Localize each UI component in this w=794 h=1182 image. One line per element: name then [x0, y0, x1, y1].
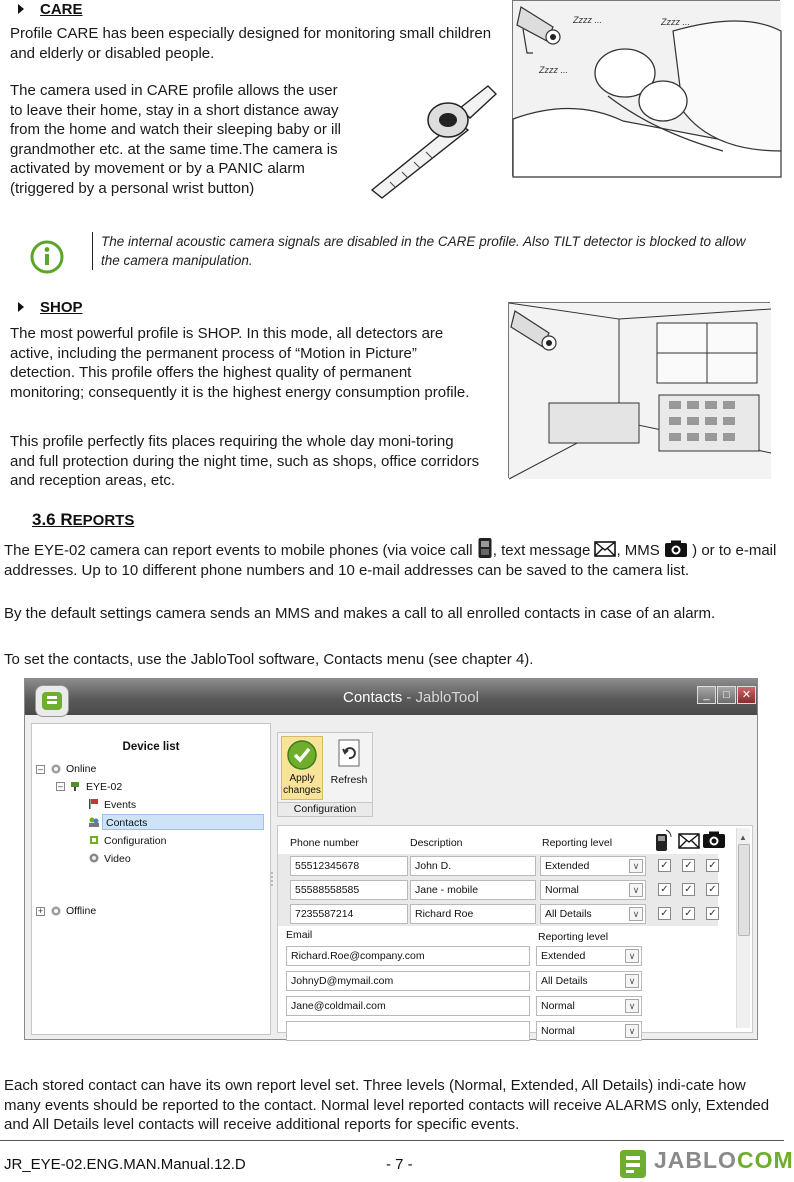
- reports-para-3: To set the contacts, use the JabloTool software, Contacts menu (see chapter 4).: [4, 651, 534, 668]
- phone-level-select-2[interactable]: [540, 880, 646, 900]
- care-sleeping-illustration: [512, 0, 780, 176]
- reports-para-1a: The EYE-02 camera can report events to mobile phones (via voice call: [4, 542, 473, 559]
- chevron-down-icon: ∨: [625, 949, 639, 963]
- zzz-text-2: Zzzz ...: [661, 17, 690, 27]
- phone-sms-checkbox-3[interactable]: ✓: [682, 907, 695, 920]
- refresh-button[interactable]: [328, 736, 370, 800]
- reports-para-1b: , text message: [492, 542, 591, 559]
- apply-changes-label: Apply changes: [283, 773, 321, 796]
- phone-level-3: All Details: [545, 908, 592, 920]
- chevron-down-icon: ∨: [625, 999, 639, 1013]
- window-title-main: Contacts: [343, 689, 403, 706]
- email-level-select-1[interactable]: [536, 946, 642, 966]
- tree-video[interactable]: Video: [104, 853, 131, 865]
- header-phone-icon: [654, 828, 674, 852]
- gear-icon: [50, 763, 62, 775]
- jablocom-logo: [614, 1147, 794, 1181]
- care-heading: CARE: [40, 1, 83, 18]
- tree-events[interactable]: Events: [104, 799, 137, 811]
- care-note: The internal acoustic camera signals are disabled in the CARE profile. Also TILT detector is blocked to allow the camera manipulation.: [92, 232, 752, 270]
- toolbar-group-label: Configuration: [278, 802, 372, 816]
- tree-device-eye02[interactable]: EYE-02: [86, 781, 123, 793]
- phone-level-select-1[interactable]: [540, 856, 646, 876]
- brand-part-b: COM: [736, 1147, 794, 1173]
- phone-level-select-3[interactable]: [540, 904, 646, 924]
- phone-mms-checkbox-1[interactable]: ✓: [706, 859, 719, 872]
- chevron-down-icon: ∨: [625, 1024, 639, 1038]
- configuration-toolbar: [277, 732, 373, 817]
- phone-number-3[interactable]: 7235587214: [290, 904, 408, 924]
- phone-call-checkbox-1[interactable]: ✓: [658, 859, 671, 872]
- jablocom-logo-icon: [616, 1148, 650, 1180]
- configuration-icon: [88, 834, 100, 846]
- phone-description-1[interactable]: John D.: [410, 856, 536, 876]
- reports-heading-num: 3.6 R: [32, 510, 73, 529]
- envelope-icon: [594, 541, 616, 557]
- phone-mms-checkbox-3[interactable]: ✓: [706, 907, 719, 920]
- reports-para-2: By the default settings camera sends an MMS and makes a call to all enrolled contacts in case of an alarm.: [4, 605, 716, 622]
- email-address-1[interactable]: Richard.Roe@company.com: [286, 946, 530, 966]
- refresh-label: Refresh: [330, 774, 368, 786]
- expand-offline-toggle[interactable]: +: [37, 906, 44, 916]
- email-address-2[interactable]: JohnyD@mymail.com: [286, 971, 530, 991]
- email-level-select-3[interactable]: [536, 996, 642, 1016]
- tree-online[interactable]: Online: [66, 763, 97, 775]
- col-header-reporting-level: Reporting level: [542, 837, 613, 849]
- email-level-3: Normal: [541, 1000, 575, 1012]
- shop-heading: SHOP: [40, 299, 83, 316]
- refresh-icon: [335, 738, 363, 770]
- device-list-panel: [31, 723, 271, 1035]
- email-level-2: All Details: [541, 975, 588, 987]
- video-icon: [88, 852, 100, 864]
- zzz-text-3: Zzzz ...: [539, 65, 568, 75]
- reports-para-1: [4, 537, 780, 580]
- brand-part-a: JABLO: [654, 1147, 737, 1173]
- email-level-select-4[interactable]: [536, 1021, 642, 1041]
- email-level-1: Extended: [541, 950, 586, 962]
- camera-icon: [664, 540, 688, 558]
- care-bullet-icon: [18, 4, 24, 14]
- col-header-email-reporting-level: Reporting level: [538, 931, 609, 943]
- chevron-down-icon: ∨: [629, 859, 643, 873]
- chevron-down-icon: ∨: [625, 974, 639, 988]
- care-para-2: The camera used in CARE profile allows the user to leave their home, stay in a short distance away from the home and watch their sleeping baby or ill grandmother etc. at the same time.The camera is activated by movement or by a PANIC alarm (triggered by a personal wrist button): [10, 82, 342, 197]
- contacts-icon: [88, 816, 100, 828]
- zzz-text-1: Zzzz ...: [573, 15, 602, 25]
- shop-para-2: This profile perfectly fits places requiring the whole day moni-toring and full protection during the night time, such as shops, office corridors and reception areas, etc.: [10, 433, 480, 489]
- apply-changes-button[interactable]: [281, 736, 323, 800]
- reports-heading: [32, 510, 134, 530]
- shop-bullet-icon: [18, 302, 24, 312]
- col-header-phone-number: Phone number: [290, 837, 359, 849]
- contacts-panel: [277, 825, 753, 1037]
- expand-online-toggle[interactable]: –: [37, 764, 43, 774]
- window-titlebar: [25, 679, 757, 715]
- tree-configuration[interactable]: Configuration: [104, 835, 167, 847]
- jablotool-contacts-window: [24, 678, 758, 1040]
- pane-splitter[interactable]: [270, 723, 274, 1035]
- email-address-3[interactable]: Jane@coldmail.com: [286, 996, 530, 1016]
- tree-contacts[interactable]: Contacts: [106, 817, 148, 829]
- jablotool-app-icon: [35, 685, 69, 717]
- email-address-4[interactable]: [286, 1021, 530, 1041]
- gear-icon-offline: [50, 905, 62, 917]
- shop-illustration: [508, 302, 770, 478]
- phone-description-2[interactable]: Jane - mobile: [410, 880, 536, 900]
- maximize-button[interactable]: □: [717, 686, 736, 704]
- phone-icon: [477, 537, 493, 559]
- jablocom-wordmark: [654, 1147, 794, 1173]
- footer-doc-id: JR_EYE-02.ENG.MAN.Manual.12.D: [4, 1156, 246, 1173]
- camera-device-icon: [70, 780, 82, 792]
- tree-offline[interactable]: Offline: [66, 905, 97, 917]
- phone-call-checkbox-2[interactable]: ✓: [658, 883, 671, 896]
- phone-sms-checkbox-1[interactable]: ✓: [682, 859, 695, 872]
- reports-para-1d: ) or to e-mail addresses. Up to 10 different phone numbers and 10 e-mail addresses can be saved to the camera list.: [4, 542, 777, 579]
- col-header-description: Description: [410, 837, 463, 849]
- phone-description-3[interactable]: Richard Roe: [410, 904, 536, 924]
- expand-device-toggle[interactable]: –: [57, 781, 63, 791]
- reports-para-1c: , MMS: [616, 542, 660, 559]
- header-envelope-icon: [678, 833, 700, 849]
- phone-level-1: Extended: [545, 860, 590, 872]
- info-icon: [30, 240, 64, 274]
- device-list-title: Device list: [122, 741, 180, 753]
- phone-level-2: Normal: [545, 884, 579, 896]
- phone-sms-checkbox-2[interactable]: ✓: [682, 883, 695, 896]
- email-level-4: Normal: [541, 1025, 575, 1037]
- header-camera-icon: [702, 831, 726, 849]
- care-para-1: Profile CARE has been especially designed for monitoring small children and elderly or disabled people.: [10, 25, 492, 62]
- scrollbar-thumb[interactable]: [738, 844, 750, 936]
- contacts-scrollbar[interactable]: [736, 828, 750, 1028]
- footer-divider: [0, 1140, 784, 1141]
- summary-paragraph: Each stored contact can have its own report level set. Three levels (Normal, Extended, All Details) indi-cate how many events should be reported to the contact. Normal level reported contacts will receive ALARMS only, Extended and All Details level contacts will receive additional reports for specific events.: [4, 1077, 770, 1133]
- chevron-down-icon: ∨: [629, 907, 643, 921]
- phone-number-1[interactable]: 55512345678: [290, 856, 408, 876]
- col-header-email: Email: [286, 929, 313, 941]
- minimize-button[interactable]: _: [697, 686, 716, 704]
- scroll-up-arrow-icon[interactable]: ▲: [739, 833, 747, 842]
- email-level-select-2[interactable]: [536, 971, 642, 991]
- footer-page-number: - 7 -: [386, 1156, 413, 1173]
- wrist-panic-button-illustration: [360, 78, 500, 202]
- phone-mms-checkbox-2[interactable]: ✓: [706, 883, 719, 896]
- close-button[interactable]: ✕: [737, 686, 756, 704]
- checkmark-icon: [286, 739, 318, 771]
- phone-number-2[interactable]: 55588558585: [290, 880, 408, 900]
- flag-icon: [88, 798, 100, 810]
- phone-call-checkbox-3[interactable]: ✓: [658, 907, 671, 920]
- window-title: [343, 688, 479, 707]
- window-title-suffix: - JabloTool: [402, 689, 479, 706]
- chevron-down-icon: ∨: [629, 883, 643, 897]
- reports-heading-rest: EPORTS: [72, 512, 135, 529]
- shop-para-1: The most powerful profile is SHOP. In this mode, all detectors are active, including the permanent process of “Motion in Picture” detection. This profile offers the highest quality of permanent monitoring; consequently it is the highest energy consumption profile.: [10, 325, 470, 401]
